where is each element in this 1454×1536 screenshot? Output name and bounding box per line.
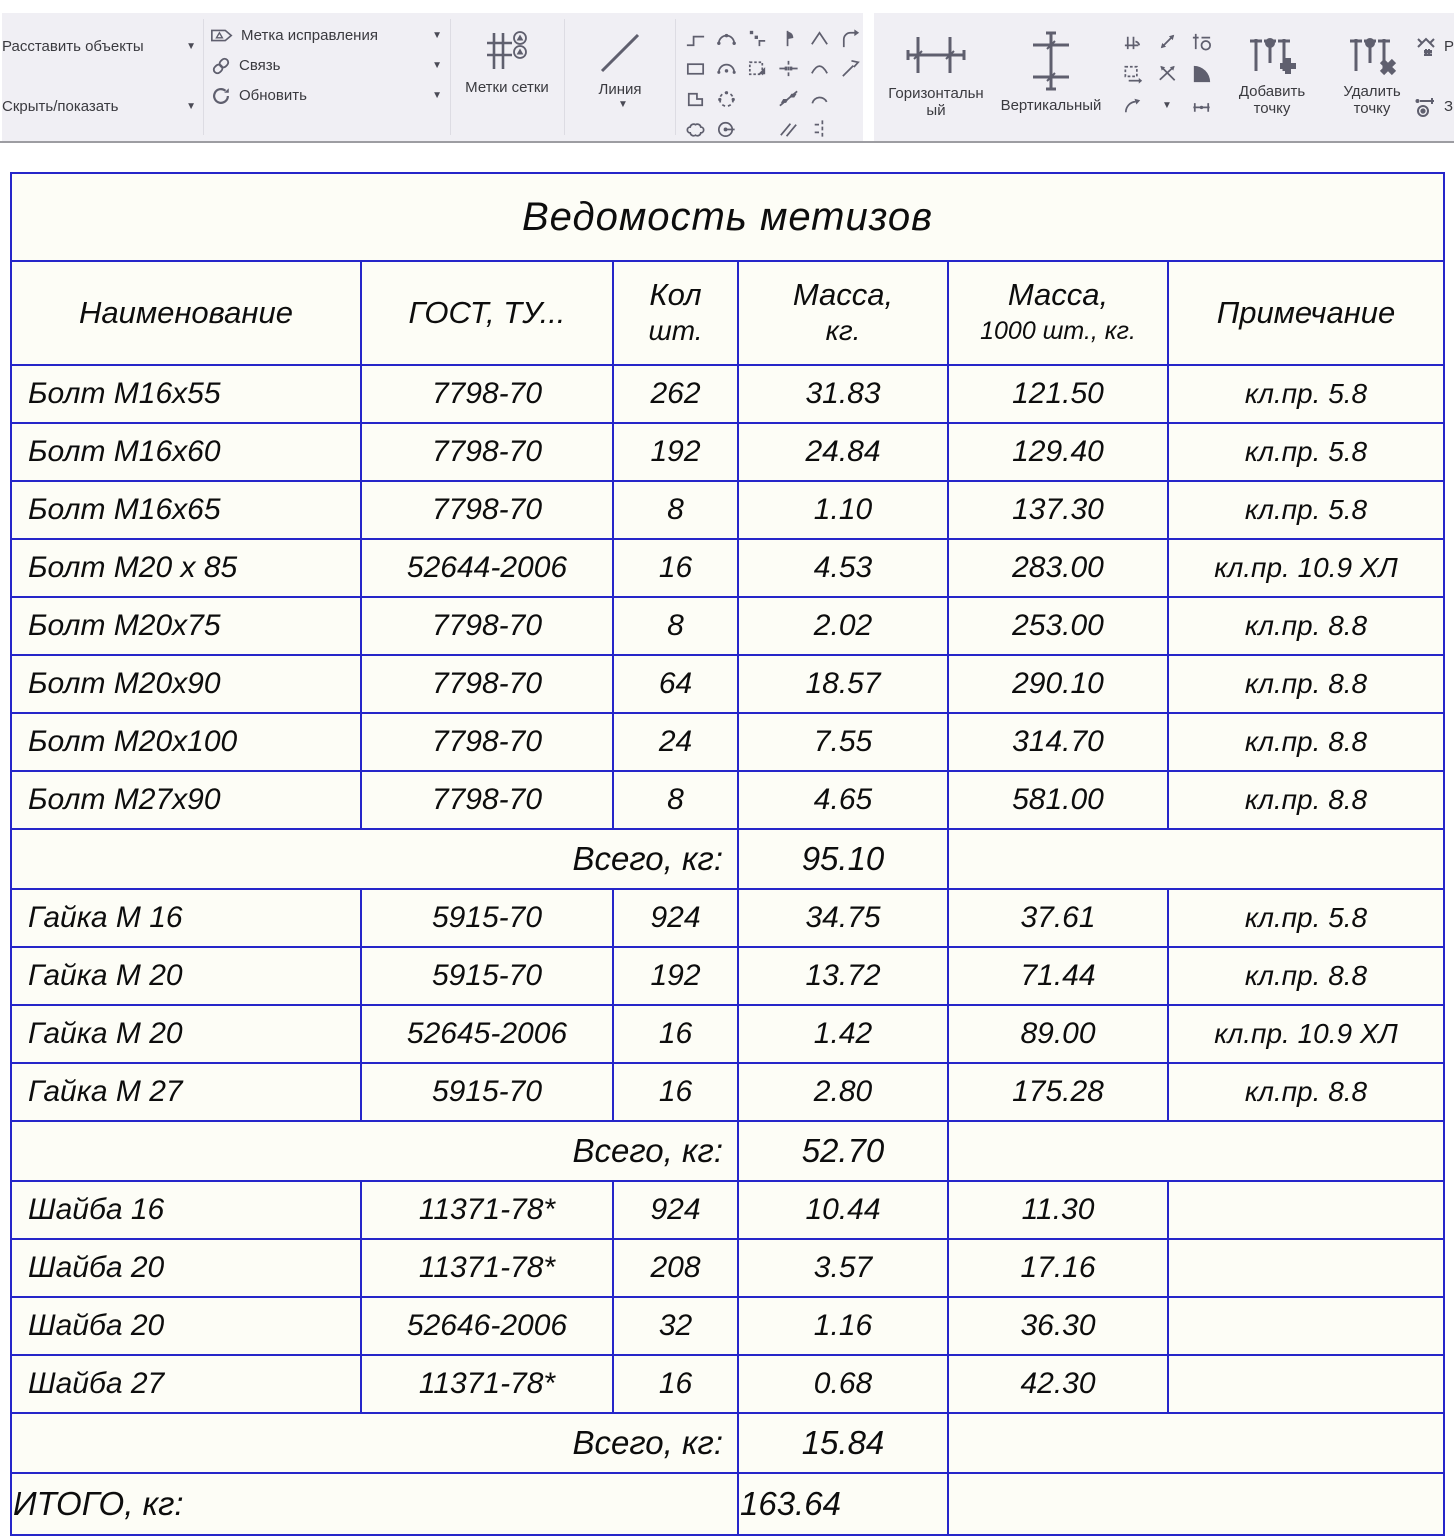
section-total-row (11, 829, 1444, 889)
revision-cloud-icon[interactable] (680, 113, 711, 143)
cell-mass1000: 290.10 (948, 655, 1168, 713)
cell-mass: 18.57 (738, 655, 948, 713)
cell-mass: 0.68 (738, 1355, 948, 1413)
cell-qty: 16 (613, 539, 738, 597)
cell-mass: 2.02 (738, 597, 948, 655)
dim-aligned-icon[interactable] (1150, 25, 1184, 57)
cell-note (1168, 1297, 1444, 1355)
detail-line-icon[interactable] (804, 113, 835, 143)
cell-mass1000: 71.44 (948, 947, 1168, 1005)
cell-mass1000: 314.70 (948, 713, 1168, 771)
total-value: 15.84 (738, 1413, 948, 1473)
draw-tools-palette (680, 23, 866, 143)
parallel-lines-icon[interactable] (773, 113, 804, 143)
total-label: Всего, кг: (11, 1413, 738, 1473)
cell-mass1000: 121.50 (948, 365, 1168, 423)
table-row (11, 365, 1444, 423)
cell-name: Гайка М 20 (11, 1005, 361, 1063)
cut-off-label-2: З (1444, 97, 1454, 115)
cell-gost: 7798-70 (361, 771, 613, 829)
chevron-down-icon[interactable]: ▼ (186, 40, 196, 52)
cell-qty: 208 (613, 1239, 738, 1297)
center-ends-arc-icon[interactable] (711, 53, 742, 83)
cell-mass1000: 175.28 (948, 1063, 1168, 1121)
cell-note (1168, 1181, 1444, 1239)
cell-mass1000: 42.30 (948, 1355, 1168, 1413)
cell-mass1000: 36.30 (948, 1297, 1168, 1355)
cell-mass: 3.57 (738, 1239, 948, 1297)
cell-mass1000: 89.00 (948, 1005, 1168, 1063)
delete-point-button[interactable] (1326, 29, 1418, 117)
cell-note: кл.пр. 8.8 (1168, 947, 1444, 1005)
refresh-icon (210, 85, 232, 107)
line-icon (594, 27, 646, 77)
cell-gost: 7798-70 (361, 597, 613, 655)
cell-gost: 52646-2006 (361, 1297, 613, 1355)
cell-mass1000: 37.61 (948, 889, 1168, 947)
cell-note: кл.пр. 5.8 (1168, 889, 1444, 947)
cell-mass1000: 137.30 (948, 481, 1168, 539)
total-empty (948, 1413, 1444, 1473)
place-objects-label: Расставить объекты (2, 37, 144, 55)
chevron-down-icon[interactable]: ▼ (432, 90, 442, 101)
dim-segment-icon[interactable] (1184, 89, 1218, 121)
grid-labels-button[interactable] (454, 27, 560, 96)
cell-mass1000: 581.00 (948, 771, 1168, 829)
cell-name: Шайба 16 (11, 1181, 361, 1239)
cell-mass1000: 129.40 (948, 423, 1168, 481)
cell-gost: 11371-78* (361, 1239, 613, 1297)
table-row (11, 1239, 1444, 1297)
ribbon-section-annotate (2, 13, 863, 141)
dim-diagonal-icon[interactable] (1150, 57, 1184, 89)
link-button[interactable] (210, 51, 448, 80)
cell-mass: 31.83 (738, 365, 948, 423)
table-row (11, 1297, 1444, 1355)
update-label: Обновить (239, 87, 307, 104)
cell-qty: 192 (613, 423, 738, 481)
pick-region-icon[interactable] (742, 53, 773, 83)
cell-mass: 7.55 (738, 713, 948, 771)
add-point-icon (1246, 29, 1298, 79)
column-header-gost: ГОСТ, ТУ... (361, 261, 613, 365)
chevron-down-icon[interactable]: ▼ (1162, 99, 1172, 111)
chevron-down-icon[interactable]: ▼ (186, 100, 196, 112)
trim-extend-icon[interactable] (835, 53, 866, 83)
table-row (11, 597, 1444, 655)
cell-qty: 8 (613, 481, 738, 539)
table-row (11, 889, 1444, 947)
cell-note (1168, 1239, 1444, 1297)
cell-qty: 32 (613, 1297, 738, 1355)
vertical-dimension-icon (1025, 29, 1077, 93)
cell-gost: 7798-70 (361, 365, 613, 423)
point-constraint-icon (1414, 93, 1440, 119)
revision-tag-label: Метка исправления (241, 27, 378, 44)
total-label: ИТОГО, кг: (11, 1473, 738, 1535)
hide-show-label: Скрыть/показать (2, 97, 119, 115)
vertical-dimension-button[interactable] (996, 29, 1106, 114)
delete-point-label: Удалить точку (1343, 83, 1401, 117)
center-circle-icon[interactable] (711, 113, 742, 143)
cut-off-label-1: Р (1444, 37, 1454, 55)
cell-mass: 24.84 (738, 423, 948, 481)
cell-qty: 64 (613, 655, 738, 713)
cell-qty: 8 (613, 597, 738, 655)
cell-gost: 11371-78* (361, 1181, 613, 1239)
cell-mass: 34.75 (738, 889, 948, 947)
update-button[interactable] (210, 81, 448, 110)
angular-constraint-icon (1414, 33, 1440, 59)
table-row (11, 771, 1444, 829)
cell-note: кл.пр. 10.9 ХЛ (1168, 1005, 1444, 1063)
cell-note: кл.пр. 8.8 (1168, 771, 1444, 829)
cell-name: Гайка М 27 (11, 1063, 361, 1121)
region-fill-icon[interactable] (1184, 57, 1218, 89)
line-label: Линия (598, 81, 642, 98)
empty-palette-cell (742, 83, 773, 113)
dim-ordinate-icon[interactable] (1184, 25, 1218, 57)
dim-perimeter-icon[interactable] (1116, 57, 1150, 89)
cell-qty: 16 (613, 1063, 738, 1121)
cut-off-tool-1[interactable] (1414, 33, 1454, 59)
cell-name: Гайка М 20 (11, 947, 361, 1005)
column-header-qty: Кол шт. (613, 261, 738, 365)
add-point-button[interactable] (1226, 29, 1318, 117)
cell-gost: 7798-70 (361, 481, 613, 539)
slash-element-icon[interactable] (773, 83, 804, 113)
cell-note: кл.пр. 5.8 (1168, 423, 1444, 481)
cell-name: Болт М16х55 (11, 365, 361, 423)
l-polygon-icon[interactable] (680, 83, 711, 113)
angle-icon[interactable] (804, 23, 835, 53)
horizontal-dimension-icon (904, 29, 968, 81)
dim-baseline-icon[interactable] (1116, 25, 1150, 57)
chevron-down-icon[interactable]: ▼ (432, 30, 442, 41)
add-point-label: Добавить точку (1238, 83, 1306, 117)
cell-mass: 1.10 (738, 481, 948, 539)
step-line-icon[interactable] (680, 23, 711, 53)
tangent-arc-icon[interactable] (804, 53, 835, 83)
cell-name: Болт М20х100 (11, 713, 361, 771)
cell-qty: 24 (613, 713, 738, 771)
cut-off-tool-2[interactable] (1414, 93, 1453, 119)
cell-gost: 11371-78* (361, 1355, 613, 1413)
cell-name: Болт М20х90 (11, 655, 361, 713)
cell-qty: 192 (613, 947, 738, 1005)
total-value: 95.10 (738, 829, 948, 889)
cell-name: Болт М27х90 (11, 771, 361, 829)
cell-gost: 52644-2006 (361, 539, 613, 597)
cell-gost: 5915-70 (361, 889, 613, 947)
dimension-tools-grid (1116, 25, 1218, 121)
revision-tag-icon (210, 27, 234, 44)
table-row (11, 539, 1444, 597)
link-label: Связь (239, 57, 281, 74)
table-row (11, 1181, 1444, 1239)
column-header-name: Наименование (11, 261, 361, 365)
ribbon-bottom-border (0, 141, 1454, 143)
table-row (11, 947, 1444, 1005)
total-empty (948, 1121, 1444, 1181)
cell-name: Шайба 20 (11, 1239, 361, 1297)
column-header-note: Примечание (1168, 261, 1444, 365)
table-row (11, 1005, 1444, 1063)
grand-total-row (11, 1473, 1444, 1535)
cell-gost: 7798-70 (361, 423, 613, 481)
cell-mass: 13.72 (738, 947, 948, 1005)
chevron-down-icon[interactable]: ▼ (432, 60, 442, 71)
cell-mass1000: 253.00 (948, 597, 1168, 655)
cell-note: кл.пр. 5.8 (1168, 481, 1444, 539)
cell-note: кл.пр. 5.8 (1168, 365, 1444, 423)
cell-mass: 1.42 (738, 1005, 948, 1063)
cell-qty: 924 (613, 1181, 738, 1239)
pick-lines-icon[interactable] (742, 23, 773, 53)
partial-ellipse-icon[interactable] (773, 23, 804, 53)
total-label: Всего, кг: (11, 1121, 738, 1181)
cell-note (1168, 1355, 1444, 1413)
cell-name: Гайка М 16 (11, 889, 361, 947)
cell-mass1000: 11.30 (948, 1181, 1168, 1239)
schedule-body (11, 173, 1444, 1535)
cell-mass: 2.80 (738, 1063, 948, 1121)
column-header-mass: Масса, кг. (738, 261, 948, 365)
empty-palette-cell (835, 83, 866, 113)
empty-palette-cell (835, 113, 866, 143)
column-header-mass1000: Масса, 1000 шт., кг. (948, 261, 1168, 365)
cell-mass: 4.65 (738, 771, 948, 829)
cell-mass1000: 17.16 (948, 1239, 1168, 1297)
cell-gost: 52645-2006 (361, 1005, 613, 1063)
rectangle-icon[interactable] (680, 53, 711, 83)
table-row (11, 1355, 1444, 1413)
cell-note: кл.пр. 8.8 (1168, 597, 1444, 655)
grid-labels-label: Метки сетки (465, 79, 549, 96)
cell-mass: 1.16 (738, 1297, 948, 1355)
fillet-arc-icon[interactable] (835, 23, 866, 53)
total-value: 52.70 (738, 1121, 948, 1181)
revision-tag-button[interactable] (210, 21, 448, 50)
cell-name: Болт М20 х 85 (11, 539, 361, 597)
cell-mass: 10.44 (738, 1181, 948, 1239)
dim-arc-icon[interactable] (1116, 89, 1150, 121)
header-row (11, 261, 1444, 365)
ribbon-section-dimension (874, 13, 1454, 141)
table-row (11, 1063, 1444, 1121)
cell-qty: 8 (613, 771, 738, 829)
total-label: Всего, кг: (11, 829, 738, 889)
link-icon (210, 55, 232, 77)
cell-gost: 7798-70 (361, 713, 613, 771)
grid-labels-icon (484, 27, 530, 75)
cell-qty: 924 (613, 889, 738, 947)
total-empty (948, 829, 1444, 889)
cell-name: Болт М16х65 (11, 481, 361, 539)
delete-point-icon (1346, 29, 1398, 79)
cell-mass: 4.53 (738, 539, 948, 597)
cell-note: кл.пр. 10.9 ХЛ (1168, 539, 1444, 597)
total-value: 163.64 (738, 1473, 948, 1535)
start-end-arc-icon[interactable] (804, 83, 835, 113)
cell-name: Болт М16х60 (11, 423, 361, 481)
horizontal-dimension-button[interactable] (886, 29, 986, 119)
hide-show-button[interactable] (2, 91, 200, 121)
empty-palette-cell (742, 113, 773, 143)
cell-gost: 5915-70 (361, 947, 613, 1005)
cell-mass1000: 283.00 (948, 539, 1168, 597)
three-point-arc-icon[interactable] (711, 23, 742, 53)
cell-note: кл.пр. 8.8 (1168, 655, 1444, 713)
cell-gost: 7798-70 (361, 655, 613, 713)
cell-qty: 16 (613, 1355, 738, 1413)
section-total-row (11, 1121, 1444, 1181)
table-row (11, 481, 1444, 539)
horizontal-dimension-label: Горизонтальный (888, 85, 984, 119)
cell-note: кл.пр. 8.8 (1168, 1063, 1444, 1121)
section-total-row (11, 1413, 1444, 1473)
table-title: Ведомость метизов (11, 173, 1444, 261)
cell-qty: 262 (613, 365, 738, 423)
chevron-down-icon[interactable]: ▼ (618, 99, 628, 110)
table-row (11, 655, 1444, 713)
cell-name: Шайба 20 (11, 1297, 361, 1355)
cell-qty: 16 (613, 1005, 738, 1063)
line-button[interactable] (568, 27, 672, 110)
cell-name: Болт М20х75 (11, 597, 361, 655)
vertical-dimension-label: Вертикальный (1000, 97, 1102, 114)
total-empty (948, 1473, 1444, 1535)
table-row (11, 423, 1444, 481)
reference-plane-icon[interactable] (773, 53, 804, 83)
cell-gost: 5915-70 (361, 1063, 613, 1121)
table-row (11, 713, 1444, 771)
cell-name: Шайба 27 (11, 1355, 361, 1413)
place-objects-button[interactable] (2, 31, 200, 61)
cell-note: кл.пр. 8.8 (1168, 713, 1444, 771)
hardware-schedule-table[interactable] (10, 172, 1445, 1536)
dashed-circle-icon[interactable] (711, 83, 742, 113)
